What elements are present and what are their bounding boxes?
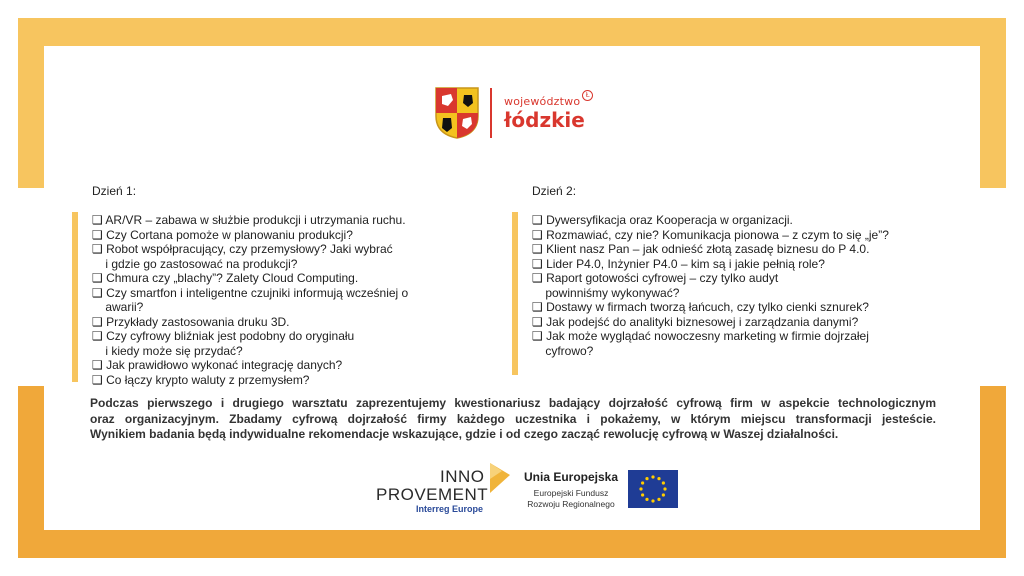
eu-star-icon bbox=[639, 487, 642, 490]
frame-bottom-right-bar bbox=[980, 386, 1006, 558]
list-item: ❑ Czy smartfon i inteligentne czujniki informują wcześniej o bbox=[92, 285, 409, 300]
eu-flag-icon bbox=[628, 470, 678, 508]
region-name bbox=[504, 92, 593, 132]
list-item: ❑ Rozmawiać, czy nie? Komunikacja pionowa – z czym to się „je”? bbox=[532, 227, 889, 242]
eu-star-icon bbox=[645, 477, 648, 480]
day2-accent-bar bbox=[512, 212, 518, 375]
list-item: ❑ Dostawy w firmach tworzą łańcuch, czy tylko cienki sznurek? bbox=[532, 300, 869, 314]
list-item: ❑ Dywersyfikacja oraz Kooperacja w organizacji. bbox=[532, 213, 793, 227]
eu-star-icon bbox=[651, 475, 654, 478]
description-line: oraz organizacyjnym. Zbadamy cyfrową dojrzałość firmy każdego uczestnika i pokażemy, w którym miejscu transformacji jesteście. bbox=[90, 411, 936, 426]
innoprovement-triangle-icon bbox=[488, 463, 510, 493]
frame-top-bar bbox=[18, 18, 1006, 46]
region-name-small: województwo bbox=[504, 95, 581, 108]
day2-title: Dzień 2: bbox=[532, 184, 577, 198]
list-item: ❑ Czy cyfrowy bliźniak jest podobny do oryginału bbox=[92, 329, 355, 343]
list-item: ❑ Lider P4.0, Inżynier P4.0 – kim są i jakie pełnią role? bbox=[532, 256, 825, 271]
frame-bottom-bar bbox=[18, 530, 1006, 558]
region-logo bbox=[434, 86, 593, 140]
list-item: ❑ Jak może wyglądać nowoczesny marketing w firmie dojrzałej bbox=[532, 329, 869, 343]
list-item: ❑ Robot współpracujący, czy przemysłowy? Jaki wybrać bbox=[92, 242, 393, 256]
frame-top-left-bar bbox=[18, 18, 44, 188]
list-item: ❑ AR/VR – zabawa w służbie produkcji i utrzymania ruchu. bbox=[92, 213, 406, 227]
region-name-big: łódzkie bbox=[504, 108, 585, 132]
eu-star-icon bbox=[663, 487, 666, 490]
day1-accent-bar bbox=[72, 212, 78, 382]
list-item: ❑ Jak podejść do analityki biznesowej i zarządzania danymi? bbox=[532, 314, 859, 329]
list-item: i gdzie go zastosować na produkcji? bbox=[92, 256, 298, 271]
eu-star-icon bbox=[662, 493, 665, 496]
eu-logo-text bbox=[516, 470, 626, 510]
day1-agenda-list bbox=[92, 213, 408, 387]
eu-star-icon bbox=[645, 498, 648, 501]
list-item: ❑ Chmura czy „blachy”? Zalety Cloud Computing. bbox=[92, 271, 359, 285]
eu-star-icon bbox=[662, 481, 665, 484]
list-item: ❑ Czy Cortana pomoże w planowaniu produkcji? bbox=[92, 227, 353, 242]
list-item: ❑ Co łączy krypto waluty z przemysłem? bbox=[92, 372, 310, 387]
list-item: ❑ Raport gotowości cyfrowej – czy tylko audyt bbox=[532, 271, 779, 285]
frame-top-right-bar bbox=[980, 18, 1006, 188]
day2-agenda-list bbox=[532, 213, 889, 358]
eu-star-icon bbox=[641, 493, 644, 496]
description-line: Podczas pierwszego i drugiego warsztatu zaprezentujemy kwestionariusz badający dojrzałość cyfrową firm w aspekcie technologicznym bbox=[90, 396, 936, 410]
eu-star-icon bbox=[651, 499, 654, 502]
eu-fund-line2: Rozwoju Regionalnego bbox=[527, 499, 615, 509]
region-mark-icon: Ł bbox=[582, 90, 593, 101]
innoprovement-logo bbox=[376, 463, 506, 515]
list-item: ❑ Klient nasz Pan – jak odnieść złotą zasadę biznesu do P 4.0. bbox=[532, 242, 870, 256]
list-item: awarii? bbox=[92, 300, 144, 314]
inno-text: INNO bbox=[440, 467, 485, 486]
frame-bottom-left-bar bbox=[18, 386, 44, 558]
list-item: ❑ Przykłady zastosowania druku 3D. bbox=[92, 314, 290, 329]
description-line: Wynikiem badania będą indywidualne rekomendacje wskazujące, gdzie i od czego zacząć rewolucję cyfrową w Waszej działalności. bbox=[90, 427, 839, 441]
workshop-description bbox=[90, 396, 936, 443]
eu-star-icon bbox=[657, 477, 660, 480]
provement-text: PROVEMENT bbox=[376, 485, 489, 504]
interreg-text: Interreg Europe bbox=[416, 504, 484, 514]
day1-title: Dzień 1: bbox=[92, 184, 137, 198]
list-item: i kiedy może się przydać? bbox=[92, 343, 243, 358]
eu-star-icon bbox=[641, 481, 644, 484]
eu-star-icon bbox=[657, 498, 660, 501]
list-item: ❑ Jak prawidłowo wykonać integrację danych? bbox=[92, 358, 343, 372]
coat-of-arms-icon bbox=[434, 86, 480, 140]
logo-separator bbox=[490, 88, 492, 138]
list-item: powinniśmy wykonywać? bbox=[532, 285, 680, 300]
eu-name: Unia Europejska bbox=[523, 470, 619, 484]
list-item: cyfrowo? bbox=[532, 343, 594, 358]
eu-fund-line1: Europejski Fundusz bbox=[533, 488, 609, 498]
